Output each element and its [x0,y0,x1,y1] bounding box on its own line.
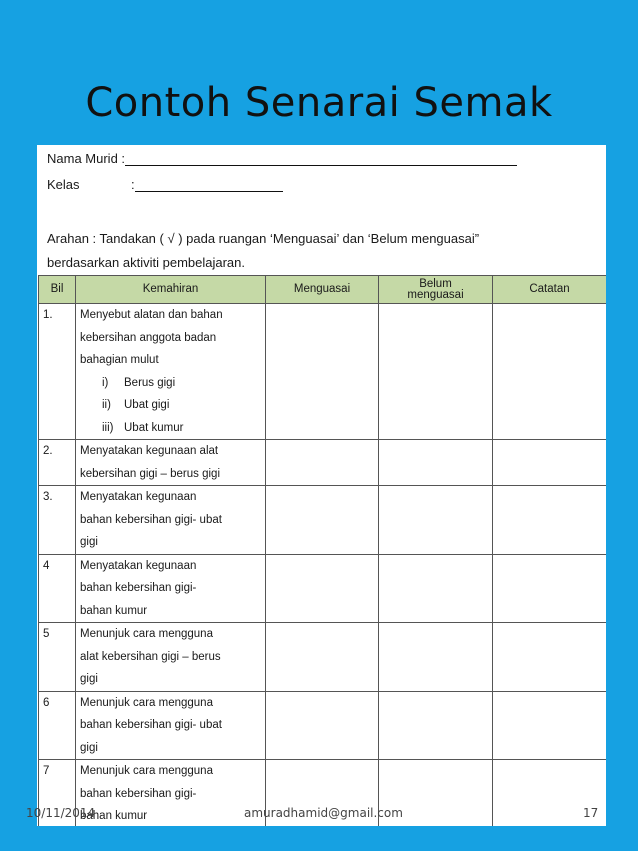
header-bil: Bil [39,276,76,304]
kelas-colon: : [131,177,135,192]
arahan-instruction [47,227,592,275]
header-belum-line2: menguasai [407,288,464,301]
menguasai-cell[interactable] [266,486,379,555]
belum-menguasai-cell[interactable] [379,623,493,692]
belum-menguasai-cell[interactable] [379,440,493,486]
kemahiran-line: bahan kebersihan gigi- [80,787,197,800]
menguasai-cell[interactable] [266,304,379,440]
table-row [39,486,607,555]
slide-title: Contoh Senarai Semak [85,80,553,126]
table-row [39,440,607,486]
menguasai-cell[interactable] [266,691,379,760]
kemahiran-subitem [80,372,261,395]
kemahiran-line: bahan kumur [80,604,148,617]
nama-murid-line [125,153,517,166]
subitem-text: Ubat kumur [124,421,184,434]
kemahiran-line: Menunjuk cara mengguna [80,696,213,709]
belum-menguasai-cell[interactable] [379,304,493,440]
kemahiran-line: bahan kumur [80,810,148,822]
header-menguasai: Menguasai [266,276,379,304]
belum-menguasai-cell[interactable] [379,486,493,555]
table-row [39,554,607,623]
kelas-field [47,177,283,192]
subitem-number: ii) [102,399,111,411]
table-header-row [39,276,607,304]
catatan-cell[interactable] [493,440,607,486]
arahan-line-2: berdasarkan aktiviti pembelajaran. [47,255,245,270]
kemahiran-line: alat kebersihan gigi – berus [80,650,221,663]
row-bil: 4 [39,554,76,623]
kemahiran-line: Menyatakan kegunaan [80,491,197,503]
row-bil: 6 [39,691,76,760]
belum-menguasai-cell[interactable] [379,554,493,623]
kemahiran-subitem [80,394,261,417]
catatan-cell[interactable] [493,304,607,440]
row-bil: 3. [39,486,76,555]
catatan-cell[interactable] [493,554,607,623]
subitem-number: i) [102,376,109,389]
kemahiran-line: Menyatakan kegunaan alat [80,445,219,457]
kelas-line [135,179,283,192]
header-catatan: Catatan [493,276,607,304]
kelas-label: Kelas [47,177,80,192]
menguasai-cell[interactable] [266,440,379,486]
row-kemahiran [76,304,266,440]
kemahiran-line: Menyebut alatan dan bahan [80,309,223,321]
row-kemahiran [76,760,266,827]
menguasai-cell[interactable] [266,623,379,692]
subitem-text: Berus gigi [124,376,176,389]
row-kemahiran [76,623,266,692]
kemahiran-subitem [80,417,261,440]
kemahiran-line: bahan kebersihan gigi- ubat [80,513,222,526]
catatan-cell[interactable] [493,486,607,555]
kemahiran-line: gigi [80,536,98,548]
nama-murid-label: Nama Murid : [47,151,126,166]
kemahiran-line: bahagian mulut [80,354,159,366]
footer-page-number: 17 [583,806,599,820]
checklist-document [37,145,606,826]
kemahiran-line: Menunjuk cara mengguna [80,628,213,640]
nama-murid-field [47,151,517,166]
catatan-cell[interactable] [493,691,607,760]
header-belum-line1: Belum [419,277,452,290]
row-bil: 7 [39,760,76,827]
header-kemahiran: Kemahiran [76,276,266,304]
row-kemahiran [76,691,266,760]
subitem-text: Ubat gigi [124,399,170,411]
kemahiran-line: Menunjuk cara mengguna [80,765,213,777]
header-belum-menguasai [379,276,493,304]
catatan-cell[interactable] [493,623,607,692]
row-bil: 2. [39,440,76,486]
table-row [39,691,607,760]
footer-date: 10/11/2014 [26,806,96,820]
kemahiran-line: kebersihan gigi – berus gigi [80,467,221,480]
row-kemahiran [76,554,266,623]
row-kemahiran [76,440,266,486]
table-row [39,623,607,692]
table-row [39,304,607,440]
subitem-number: iii) [102,421,114,434]
menguasai-cell[interactable] [266,554,379,623]
kemahiran-line: gigi [80,741,98,754]
checklist-table [38,275,606,826]
kemahiran-line: Menyatakan kegunaan [80,559,197,572]
row-bil: 5 [39,623,76,692]
row-bil: 1. [39,304,76,440]
kemahiran-line: kebersihan anggota badan [80,331,217,344]
footer-email: amuradhamid@gmail.com [244,806,403,820]
belum-menguasai-cell[interactable] [379,691,493,760]
kemahiran-line: gigi [80,673,98,685]
row-kemahiran [76,486,266,555]
arahan-line-1: Arahan : Tandakan ( √ ) pada ruangan ‘Menguasai’ dan ‘Belum menguasai” [47,231,480,246]
kemahiran-line: bahan kebersihan gigi- ubat [80,719,222,731]
kemahiran-line: bahan kebersihan gigi- [80,582,197,594]
